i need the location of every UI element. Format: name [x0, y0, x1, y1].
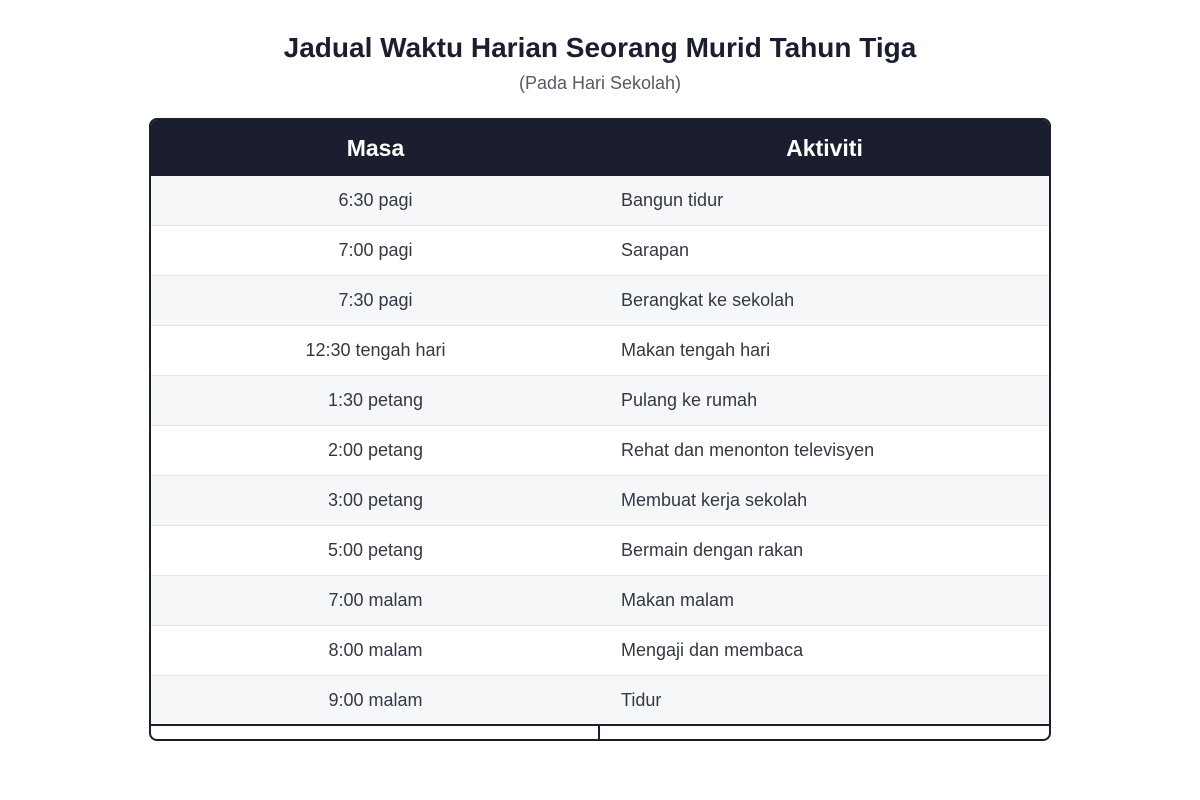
- table-row: [151, 476, 1049, 526]
- activity-cell: Sarapan: [621, 240, 690, 260]
- table-row: [151, 426, 1049, 476]
- table-row: [151, 576, 1049, 626]
- activity-cell: Bermain dengan rakan: [621, 540, 804, 560]
- activity-cell: Pulang ke rumah: [621, 390, 758, 410]
- table-footer: [151, 726, 1049, 739]
- header-activity: Aktiviti: [786, 134, 863, 161]
- time-cell: 7:30 pagi: [338, 290, 413, 310]
- table-row: [151, 626, 1049, 676]
- table-row: [151, 376, 1049, 426]
- page-subtitle: (Pada Hari Sekolah): [518, 73, 682, 93]
- time-cell: 7:00 malam: [328, 590, 423, 610]
- table-row: [151, 276, 1049, 326]
- header-time: Masa: [346, 134, 405, 161]
- table-row: [151, 176, 1049, 226]
- time-cell: 1:30 petang: [327, 390, 424, 410]
- page-title: Jadual Waktu Harian Seorang Murid Tahun Tiga: [283, 32, 917, 63]
- activity-cell: Mengaji dan membaca: [621, 640, 804, 660]
- time-cell: 12:30 tengah hari: [305, 340, 446, 360]
- activity-cell: Makan tengah hari: [621, 340, 771, 360]
- activity-cell: Bangun tidur: [621, 190, 724, 210]
- footer-cell: [600, 726, 1049, 739]
- table-row: [151, 226, 1049, 276]
- table-row: [151, 676, 1049, 726]
- table-row: [151, 526, 1049, 576]
- time-cell: 9:00 malam: [328, 689, 423, 710]
- schedule-table: [149, 118, 1051, 741]
- activity-cell: Rehat dan menonton televisyen: [621, 440, 875, 460]
- table-header: [151, 120, 1049, 176]
- time-cell: 2:00 petang: [327, 440, 424, 460]
- footer-divider: [151, 726, 600, 739]
- time-cell: 8:00 malam: [328, 640, 423, 660]
- time-cell: 6:30 pagi: [338, 190, 413, 210]
- activity-cell: Tidur: [621, 689, 662, 710]
- time-cell: 7:00 pagi: [338, 240, 413, 260]
- time-cell: 5:00 petang: [327, 540, 424, 560]
- table-row: [151, 326, 1049, 376]
- activity-cell: Membuat kerja sekolah: [621, 490, 808, 510]
- activity-cell: Makan malam: [621, 590, 735, 610]
- activity-cell: Berangkat ke sekolah: [621, 290, 795, 310]
- time-cell: 3:00 petang: [327, 490, 424, 510]
